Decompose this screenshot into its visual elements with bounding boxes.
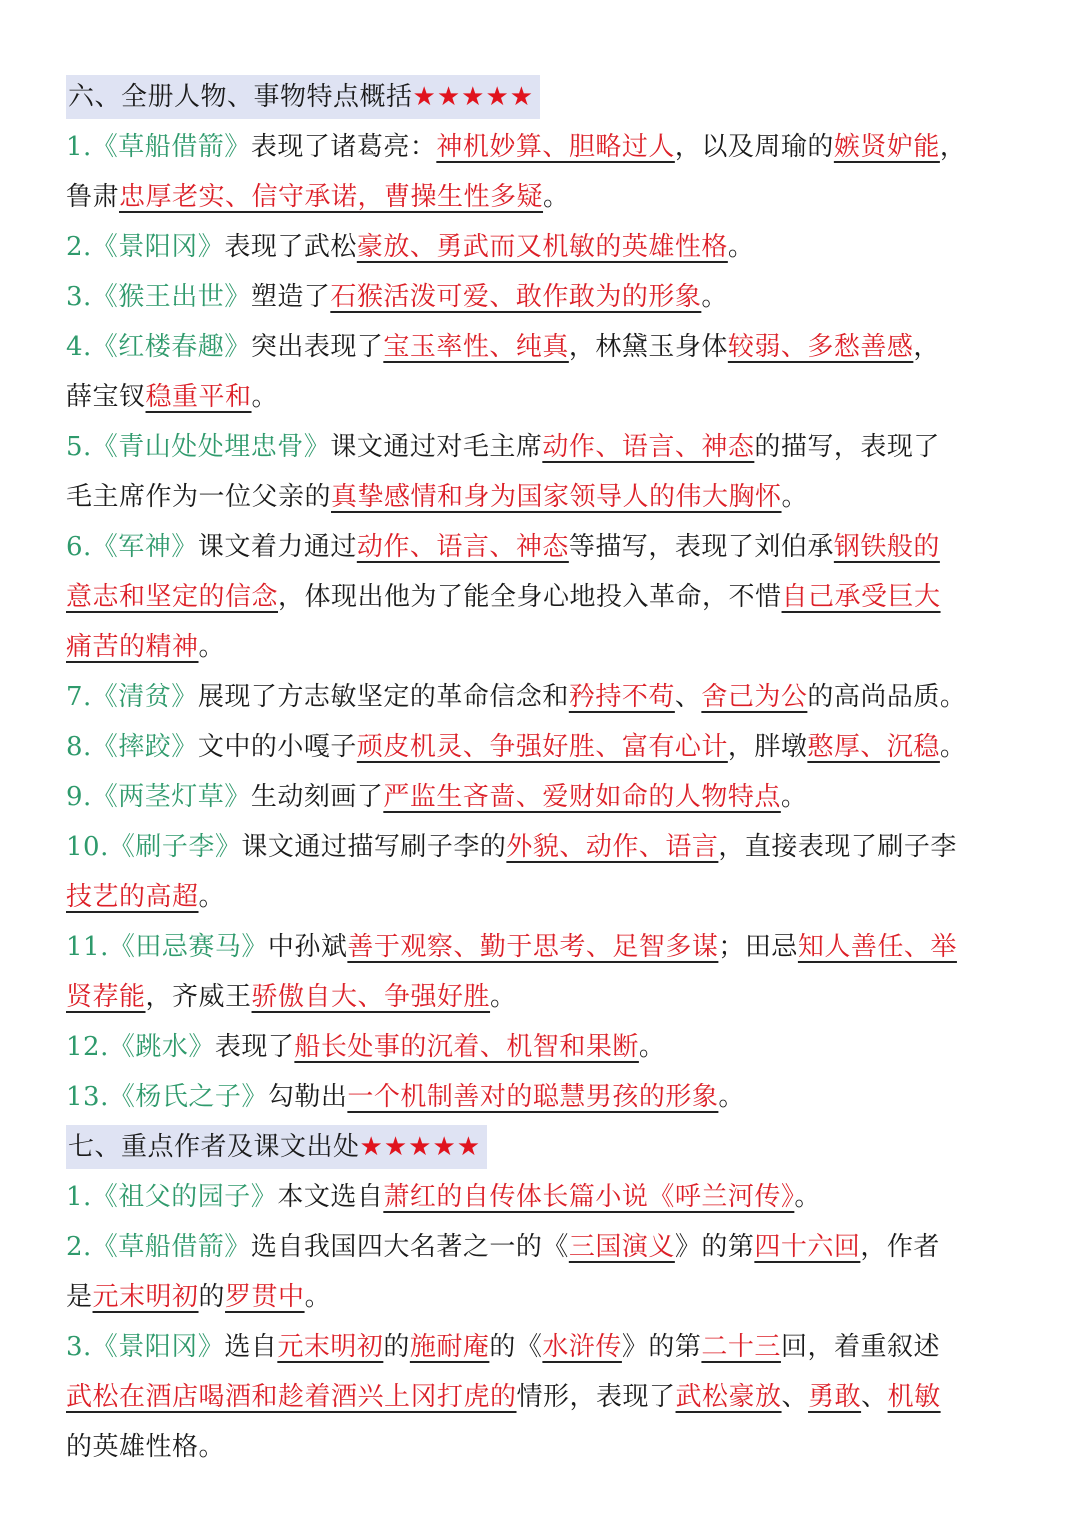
highlighted-keyword: 舍己为公 xyxy=(701,682,808,712)
body-text: ，直接表现了刷子李 xyxy=(718,832,957,862)
body-text: 。 xyxy=(718,1082,745,1112)
highlighted-keyword: 真挚感情和身为国家领导人的伟大胸怀 xyxy=(331,482,782,512)
highlighted-keyword: 勇敢 xyxy=(808,1382,862,1412)
body-text: ；田忌 xyxy=(718,932,798,962)
text-line xyxy=(66,1372,1016,1422)
highlighted-keyword: 石猴活泼可爱、敢作敢为的形象 xyxy=(330,282,702,312)
text-line xyxy=(66,522,1016,572)
body-text: 课文通过对毛主席 xyxy=(330,432,543,462)
body-text: 、 xyxy=(861,1382,888,1412)
body-text: 表现了武松 xyxy=(224,232,357,262)
body-text: 中孙斌 xyxy=(267,932,348,962)
lesson-title: 4.《红楼春趣》 xyxy=(66,332,251,362)
highlighted-keyword: 痛苦的精神 xyxy=(66,632,199,662)
highlighted-keyword: 嫉贤妒能 xyxy=(833,132,940,162)
body-text: 的《 xyxy=(489,1332,543,1362)
lesson-title: 8.《摔跤》 xyxy=(66,732,198,762)
body-text: 的高尚品质。 xyxy=(807,682,967,712)
body-text: 生动刻画了 xyxy=(250,782,384,812)
text-line xyxy=(66,1272,1016,1322)
body-text: 选自我国四大名著之一的《 xyxy=(250,1232,569,1262)
text-line xyxy=(66,722,1016,772)
body-text: 文中的小嘎子 xyxy=(197,732,357,762)
highlighted-keyword: 忠厚老实、信守承诺，曹操生性多疑 xyxy=(119,182,544,212)
highlighted-keyword: 善于观察、勤于思考、足智多谋 xyxy=(347,932,719,962)
text-line xyxy=(66,672,1016,722)
body-text: ，作者 xyxy=(860,1232,940,1262)
body-text: 是 xyxy=(66,1282,93,1312)
text-line xyxy=(66,1322,1016,1372)
highlighted-keyword: 神机妙算、胆略过人 xyxy=(436,132,675,162)
highlighted-keyword: 矜持不苟 xyxy=(568,682,675,712)
body-text: 课文通过描写刷子李的 xyxy=(241,832,507,862)
lesson-title: 5.《青山处处埋忠骨》 xyxy=(66,432,331,462)
body-text: 情形，表现了 xyxy=(516,1382,676,1412)
text-line xyxy=(66,422,1016,472)
text-line xyxy=(66,972,1016,1022)
text-line xyxy=(66,372,1016,422)
text-line xyxy=(66,222,1016,272)
lesson-title: 1.《草船借箭》 xyxy=(66,132,251,162)
body-text: 本文选自 xyxy=(277,1182,384,1212)
highlighted-keyword: 一个机制善对的聪慧男孩的形象 xyxy=(347,1082,719,1112)
body-text: 毛主席作为一位父亲的 xyxy=(66,482,332,512)
text-line xyxy=(66,472,1016,522)
highlighted-keyword: 船长处事的沉着、机智和果断 xyxy=(294,1032,639,1062)
highlighted-keyword: 豪放、勇武而又机敏的英雄性格 xyxy=(356,232,728,262)
lesson-title: 3.《景阳冈》 xyxy=(66,1332,225,1362)
text-line xyxy=(66,272,1016,322)
body-text: 的 xyxy=(383,1332,410,1362)
lesson-title: 11.《田忌赛马》 xyxy=(66,932,268,962)
body-text: 展现了方志敏坚定的革命信念和 xyxy=(197,682,569,712)
body-text: 回，着重叙述 xyxy=(780,1332,940,1362)
highlighted-keyword: 罗贯中 xyxy=(225,1282,305,1312)
highlighted-keyword: 动作、语言、神态 xyxy=(356,532,569,562)
highlighted-keyword: 宝玉率性、纯真 xyxy=(383,332,569,362)
lesson-title: 6.《军神》 xyxy=(66,532,198,562)
body-text: 。 xyxy=(781,482,809,512)
text-line xyxy=(66,772,1016,822)
highlighted-keyword: 自己承受巨大 xyxy=(781,582,941,612)
body-text: ，以及周瑜的 xyxy=(674,132,834,162)
body-text: 。 xyxy=(543,182,570,212)
lesson-title: 2.《草船借箭》 xyxy=(66,1232,251,1262)
body-text: 。 xyxy=(794,1182,821,1212)
text-line xyxy=(66,1172,1016,1222)
lesson-title: 3.《猴王出世》 xyxy=(66,282,251,312)
highlighted-keyword: 四十六回 xyxy=(754,1232,861,1262)
text-line xyxy=(66,122,1016,172)
highlighted-keyword: 三国演义 xyxy=(568,1232,675,1262)
section-title: 六、全册人物、事物特点概括 xyxy=(68,82,413,112)
text-line xyxy=(66,172,1016,222)
body-text: 鲁肃 xyxy=(66,182,120,212)
text-line xyxy=(66,922,1016,972)
highlighted-keyword: 钢铁般的 xyxy=(833,532,940,562)
text-line xyxy=(66,622,1016,672)
body-text: 。 xyxy=(198,632,226,662)
highlighted-keyword: 稳重平和 xyxy=(145,382,252,412)
body-text: 。 xyxy=(939,732,967,762)
star-rating: ★★★★★ xyxy=(412,82,535,112)
star-rating: ★★★★★ xyxy=(359,1132,482,1162)
body-text: 。 xyxy=(251,382,279,412)
highlighted-keyword: 意志和坚定的信念 xyxy=(66,582,279,612)
body-text: 》的第 xyxy=(621,1332,702,1362)
body-text: 表现了诸葛亮： xyxy=(250,132,437,162)
lesson-title: 2.《景阳冈》 xyxy=(66,232,225,262)
body-text: 、 xyxy=(781,1382,809,1412)
body-text: 。 xyxy=(780,782,808,812)
body-text: 选自 xyxy=(224,1332,278,1362)
body-text: 薛宝钗 xyxy=(66,382,146,412)
section-heading xyxy=(66,1125,487,1169)
body-text: ，齐威王 xyxy=(145,982,252,1012)
lesson-title: 12.《跳水》 xyxy=(66,1032,215,1062)
body-text: ，胖墩 xyxy=(727,732,808,762)
text-line xyxy=(66,1022,1016,1072)
text-line xyxy=(66,872,1016,922)
body-text: 。 xyxy=(490,982,517,1012)
text-line xyxy=(66,1222,1016,1272)
body-text: 。 xyxy=(727,232,755,262)
body-text: 。 xyxy=(304,1282,332,1312)
body-text: 。 xyxy=(638,1032,666,1062)
text-line xyxy=(66,1422,1016,1472)
highlighted-keyword: 元末明初 xyxy=(92,1282,199,1312)
highlighted-keyword: 顽皮机灵、争强好胜、富有心计 xyxy=(356,732,728,762)
lesson-title: 9.《两茎灯草》 xyxy=(66,782,251,812)
lesson-title: 1.《祖父的园子》 xyxy=(66,1182,278,1212)
section-heading-row xyxy=(66,1122,1016,1172)
highlighted-keyword: 元末明初 xyxy=(277,1332,384,1362)
body-text: 》的第 xyxy=(674,1232,755,1262)
body-text: ，林黛玉身体 xyxy=(568,332,728,362)
text-line xyxy=(66,822,1016,872)
lesson-title: 7.《清贫》 xyxy=(66,682,198,712)
body-text: 的描写，表现了 xyxy=(754,432,940,462)
highlighted-keyword: 较弱、多愁善感 xyxy=(727,332,914,362)
highlighted-keyword: 骄傲自大、争强好胜 xyxy=(251,982,491,1012)
body-text: 。 xyxy=(701,282,728,312)
highlighted-keyword: 贤荐能 xyxy=(66,982,146,1012)
text-line xyxy=(66,1072,1016,1122)
highlighted-keyword: 动作、语言、神态 xyxy=(542,432,755,462)
lesson-title: 10.《刷子李》 xyxy=(66,832,242,862)
highlighted-keyword: 憨厚、沉稳 xyxy=(807,732,940,762)
highlighted-keyword: 施耐庵 xyxy=(409,1332,490,1362)
section-title: 七、重点作者及课文出处 xyxy=(68,1132,360,1162)
body-text: 、 xyxy=(674,682,702,712)
highlighted-keyword: 水浒传 xyxy=(542,1332,622,1362)
body-text: 塑造了 xyxy=(250,282,331,312)
body-text: 勾勒出 xyxy=(267,1082,348,1112)
highlighted-keyword: 外貌、动作、语言 xyxy=(506,832,719,862)
body-text: 的 xyxy=(198,1282,226,1312)
highlighted-keyword: 武松豪放 xyxy=(675,1382,782,1412)
highlighted-keyword: 技艺的高超 xyxy=(66,882,199,912)
lesson-title: 13.《杨氏之子》 xyxy=(66,1082,268,1112)
section-heading-row xyxy=(66,72,1016,122)
highlighted-keyword: 萧红的自传体长篇小说《呼兰河传》 xyxy=(383,1182,795,1212)
text-line xyxy=(66,322,1016,372)
notes-content xyxy=(66,72,1016,1472)
body-text: 的英雄性格。 xyxy=(66,1432,226,1462)
body-text: 课文着力通过 xyxy=(197,532,357,562)
body-text: 表现了 xyxy=(214,1032,295,1062)
body-text: 突出表现了 xyxy=(250,332,384,362)
highlighted-keyword: 二十三 xyxy=(701,1332,781,1362)
body-text: 等描写，表现了刘伯承 xyxy=(568,532,834,562)
body-text: 。 xyxy=(198,882,226,912)
highlighted-keyword: 严监生吝啬、爱财如命的人物特点 xyxy=(383,782,781,812)
body-text: ，体现出他为了能全身心地投入革命，不惜 xyxy=(278,582,782,612)
highlighted-keyword: 知人善任、举 xyxy=(797,932,957,962)
section-heading xyxy=(66,75,540,119)
highlighted-keyword: 武松在酒店喝酒和趁着酒兴上冈打虎的 xyxy=(66,1382,517,1412)
body-text: ， xyxy=(913,332,940,362)
text-line xyxy=(66,572,1016,622)
highlighted-keyword: 机敏 xyxy=(887,1382,941,1412)
body-text: ， xyxy=(939,132,967,162)
